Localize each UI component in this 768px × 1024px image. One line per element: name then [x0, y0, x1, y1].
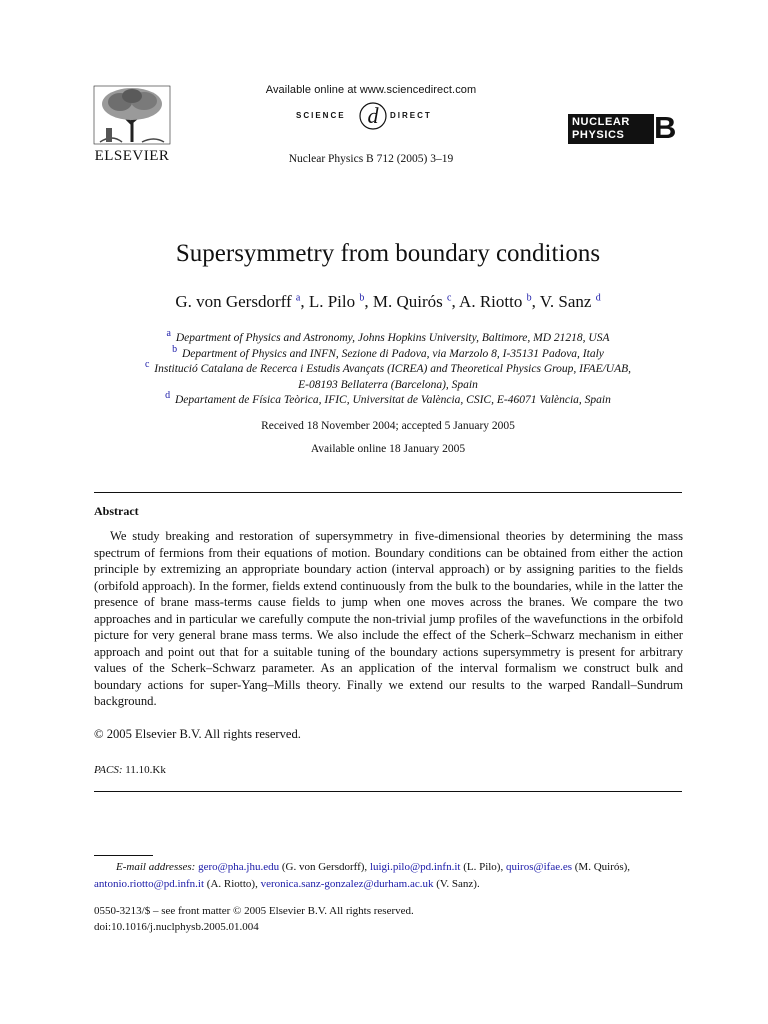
received-date: Received 18 November 2004; accepted 5 January 2005: [261, 420, 515, 432]
author-mark[interactable]: d: [595, 292, 601, 304]
author-mark[interactable]: b: [359, 292, 365, 304]
affiliation-mark: a: [166, 328, 171, 340]
author-name: A. Riotto: [459, 292, 523, 311]
dates: [0, 419, 768, 465]
author-name: M. Quirós: [372, 292, 443, 311]
affiliation-mark: b: [172, 343, 178, 355]
affiliation-mark: c: [144, 359, 150, 371]
nuclear-physics-b-logo: [568, 110, 680, 145]
paper-title: Supersymmetry from boundary conditions: [175, 240, 601, 267]
affiliations: [0, 328, 768, 409]
publisher-name: ELSEVIER: [94, 148, 170, 164]
author-name: L. Pilo: [308, 292, 356, 311]
abstract-heading: Abstract: [94, 504, 139, 518]
author-mark[interactable]: a: [295, 292, 301, 304]
journal-citation: Nuclear Physics B 712 (2005) 3–19: [288, 153, 454, 165]
author-list: G. von Gersdorff $^a$, L. Pilo $^b$, M. Quirós $^c$, A. Riotto $^b$, V. Sanz $^d$: [175, 292, 601, 311]
sd-science: SCIENCE: [296, 111, 346, 120]
np-logo-box: [568, 114, 654, 144]
author-mark[interactable]: c: [447, 292, 452, 304]
available-online-line: Available online at www.sciencedirect.com: [265, 84, 477, 96]
np-line1: NUCLEAR: [572, 116, 630, 128]
footnote-label: E-mail addresses:: [116, 861, 196, 873]
np-letter: B: [654, 110, 677, 145]
email-owner: (L. Pilo),: [463, 861, 504, 873]
front-matter: [94, 903, 414, 935]
email-link[interactable]: luigi.pilo@pd.infn.it: [369, 861, 461, 873]
author-name: V. Sanz: [539, 292, 592, 311]
affiliation: [0, 343, 768, 363]
issn-line: 0550-3213/$ – see front matter © 2005 Elsevier B.V. All rights reserved.: [94, 905, 414, 917]
affiliation-text: Department of Physics and INFN, Sezione di Padova, via Marzolo 8, I-35131 Padova, Italy: [181, 347, 604, 360]
online-date: Available online 18 January 2005: [310, 443, 466, 455]
sciencedirect-at-icon: [358, 100, 388, 132]
affiliation-mark: d: [165, 390, 171, 402]
abstract-paragraph: We study breaking and restoration of supersymmetry in five-dimensional theories by determining the mass spectrum of fermions from their equations of motion. Boundary conditions can be obtained from either the action principle by extremizing an appropriate boundary action (interval approach) or by assigning parities to the fields (orbifold approach). In the former, fields extend continuously from the bulk to the boundaries, while in the latter the presence of brane mass-terms cause fields to jump when one moves across the branes. We compare the two approaches and in particular we carefully compute the non-trivial jump profiles of the wavefunctions in the orbifold picture for very general brane mass terms. We also include the effect of the Scherk–Schwarz mechanism in either approach and point out that for a suitable tuning of the boundary actions supersymmetry is present for arbitrary values of the Scherk–Schwarz parameter. As an application of the interval formalism we construct bulk and boundary actions for super-Yang–Mills theory. Finally we extend our results to the warped Randall–Sundrum background.: [94, 529, 683, 709]
pacs-line: [94, 764, 166, 776]
svg-text:d: d: [367, 103, 379, 128]
author-mark[interactable]: b: [526, 292, 532, 304]
elsevier-tree-icon: [92, 84, 172, 146]
elsevier-logo: [92, 84, 172, 166]
affiliation-text: E-08193 Bellaterra (Barcelona), Spain: [298, 378, 478, 391]
email-link[interactable]: antonio.riotto@pd.infn.it: [94, 877, 205, 890]
footnote-rule: [94, 855, 153, 856]
affiliation-text: Institució Catalana de Recerca i Estudis Avançats (ICREA) and Theoretical Physics Group, IFAE/UAB,: [154, 363, 632, 375]
abstract-body: [94, 528, 683, 710]
email-owner: (V. Sanz).: [436, 877, 480, 890]
email-owner: (G. von Gersdorff),: [281, 861, 368, 873]
pacs-value: 11.10.Kk: [125, 764, 166, 776]
affiliation-text: Department of Physics and Astronomy, Johns Hopkins University, Baltimore, MD 21218, USA: [175, 332, 610, 344]
doi-line: doi:10.1016/j.nuclphysb.2005.01.004: [94, 921, 259, 933]
sciencedirect-logo: [296, 100, 446, 132]
email-link[interactable]: gero@pha.jhu.edu: [198, 861, 280, 873]
top-divider: [94, 492, 682, 493]
email-link[interactable]: quiros@ifae.es: [505, 861, 572, 873]
affiliation: [0, 328, 768, 347]
abstract-copyright: © 2005 Elsevier B.V. All rights reserved.: [94, 727, 301, 741]
author-name: G. von Gersdorff: [175, 292, 292, 311]
sd-direct: DIRECT: [390, 111, 432, 120]
np-line2: PHYSICS: [572, 129, 625, 141]
email-owner: (A. Riotto),: [206, 877, 258, 890]
email-owner: (M. Quirós),: [574, 861, 631, 873]
affiliation: [0, 359, 768, 378]
email-footnote: [94, 859, 683, 892]
affiliation-text: Departament de Física Teòrica, IFIC, Universitat de València, CSIC, E-46071 València, Spain: [175, 394, 611, 406]
affiliation: [0, 390, 768, 409]
email-link[interactable]: veronica.sanz-gonzalez@durham.ac.uk: [260, 877, 434, 890]
pacs-label: PACS:: [94, 764, 123, 776]
bottom-divider: [94, 791, 682, 792]
affiliation: [0, 378, 768, 394]
